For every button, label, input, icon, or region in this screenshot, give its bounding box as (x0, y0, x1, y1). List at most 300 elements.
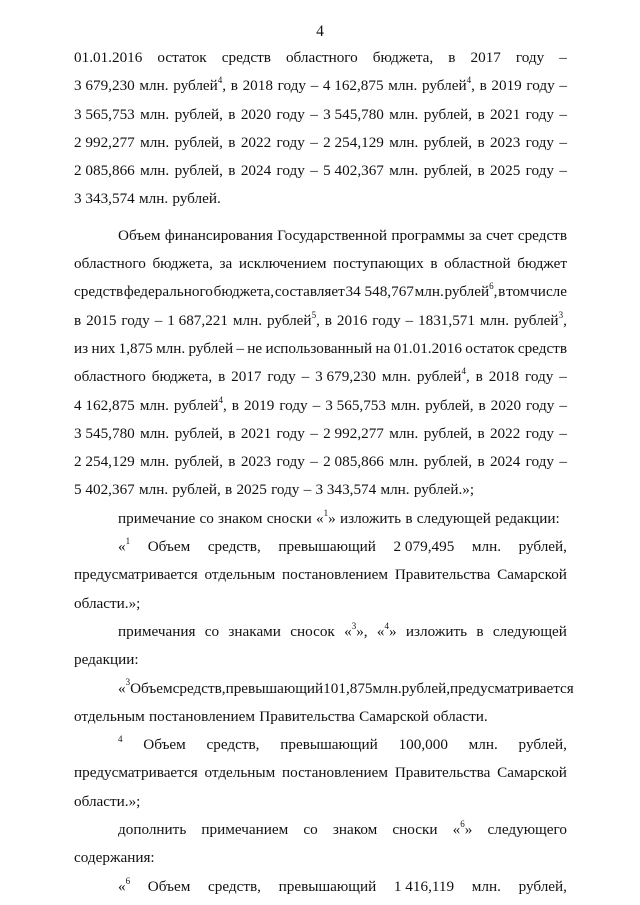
word (220, 250, 233, 278)
footnote-marker: 5 (311, 309, 317, 320)
word (74, 590, 140, 618)
word-text: 2020 (490, 396, 522, 414)
word-text: изложить (339, 509, 402, 527)
word (236, 335, 244, 363)
text-line (74, 731, 567, 759)
word (372, 307, 400, 335)
word (231, 72, 238, 100)
word-text: 2020 (240, 105, 272, 123)
word-text: – (310, 162, 318, 180)
word (518, 335, 567, 363)
word (244, 392, 274, 420)
word-text: Самарской (497, 764, 567, 782)
footnote-marker: 1 (323, 507, 329, 518)
word (344, 618, 367, 646)
word-text: области.»; (74, 792, 141, 810)
word-text: году (121, 311, 150, 329)
word (271, 476, 299, 504)
word-text: постановлением (282, 764, 389, 782)
word-text: « (118, 679, 126, 697)
word-text: 01.01.2016 (393, 339, 462, 357)
footnote-marker: 4 (466, 75, 472, 86)
word (74, 561, 198, 589)
word (415, 278, 444, 306)
word-text: дополнить (118, 821, 187, 839)
word (477, 157, 484, 185)
word (469, 222, 482, 250)
word (279, 873, 377, 901)
text-line (74, 250, 567, 278)
word (559, 157, 567, 185)
word (395, 561, 491, 589)
text-line (74, 816, 567, 844)
word-text: области. (433, 707, 488, 725)
word (302, 363, 310, 391)
word-text: году (515, 49, 545, 66)
word-text: в (324, 311, 332, 329)
word-text: млн. (139, 190, 169, 208)
word-text: со (204, 622, 220, 640)
word-text: 4 162,875 (74, 396, 135, 414)
word (333, 250, 424, 278)
word (433, 703, 488, 731)
text-line (74, 788, 567, 816)
word (490, 129, 520, 157)
word-text: рублей (422, 77, 467, 95)
word-text: в (475, 368, 483, 386)
word-text: знаком (218, 509, 263, 527)
word-text: 3 565,753 (74, 105, 135, 123)
word (391, 222, 464, 250)
word (526, 101, 554, 129)
word (488, 816, 567, 844)
footnote-marker: 1 (125, 535, 131, 546)
word-text: Правительства (394, 566, 491, 584)
word (453, 816, 473, 844)
text-line (74, 185, 567, 213)
word (259, 703, 355, 731)
word (424, 448, 472, 476)
word-text: году (525, 133, 554, 151)
word (559, 129, 567, 157)
word (430, 250, 437, 278)
word (310, 420, 318, 448)
text-line (74, 646, 567, 674)
word-text: рублей.»; (413, 481, 475, 499)
word (519, 731, 567, 759)
word (424, 420, 472, 448)
word (530, 278, 567, 306)
word-text: следующей (416, 509, 491, 527)
word (167, 307, 228, 335)
word (247, 335, 262, 363)
word-text: рублей (173, 396, 219, 414)
word-text: млн. (139, 396, 169, 414)
word-text: , (222, 396, 227, 414)
word (389, 157, 418, 185)
word (118, 222, 161, 250)
word (228, 618, 281, 646)
footnote-marker: 4 (384, 620, 389, 631)
word (495, 505, 560, 533)
word (392, 816, 437, 844)
word (389, 420, 418, 448)
word-text: 2019 (243, 396, 275, 414)
word-text: 2025 (236, 481, 267, 499)
word-text: на (375, 339, 391, 357)
word (469, 731, 498, 759)
word (74, 646, 139, 674)
word (118, 618, 195, 646)
word-text: рублей, (518, 538, 567, 556)
word (140, 157, 169, 185)
word-text: , (316, 311, 320, 329)
word-text: 1831,571 (418, 311, 475, 329)
word-text: году (526, 396, 555, 414)
word-text: отдельным (204, 566, 276, 584)
word (377, 618, 397, 646)
word (226, 675, 324, 703)
word (514, 307, 567, 335)
word (218, 363, 225, 391)
word (417, 363, 470, 391)
word (277, 448, 305, 476)
word-text: году (525, 162, 554, 180)
word-text: в (477, 133, 485, 151)
word-text: 3 679,230 (315, 368, 376, 386)
word-text: млн. (372, 679, 402, 697)
word (201, 816, 288, 844)
word-text: рублей. (172, 190, 221, 208)
word (389, 448, 418, 476)
word-text: поступающих (333, 255, 424, 273)
word (425, 392, 473, 420)
word-text: млн. (468, 736, 498, 754)
word-text: предусматривается (74, 566, 198, 584)
word (382, 363, 411, 391)
word-text: млн. (471, 538, 501, 556)
word-text: 5 402,367 (74, 481, 135, 499)
word-text: в (478, 396, 486, 414)
word (518, 222, 567, 250)
word (472, 873, 501, 901)
word (222, 44, 271, 72)
word (139, 476, 168, 504)
word-text: 100,000 (398, 736, 448, 754)
text-line (74, 561, 567, 589)
word-text: году (267, 368, 296, 386)
word-text: превышающий (225, 679, 324, 697)
word-text: 2021 (489, 105, 521, 123)
word (526, 129, 554, 157)
word (373, 675, 402, 703)
word (74, 278, 123, 306)
word (277, 222, 387, 250)
word-text: исключением (238, 255, 327, 273)
word (389, 101, 418, 129)
word-text: Государственной (277, 226, 388, 244)
word (86, 307, 116, 335)
word (139, 72, 168, 100)
text-line (74, 590, 567, 618)
word-text: том (506, 283, 530, 301)
word-text: рублей, (423, 133, 473, 151)
word (205, 561, 276, 589)
word (175, 420, 223, 448)
word (282, 759, 388, 787)
word (118, 505, 195, 533)
word (290, 618, 335, 646)
word-text: 1 416,119 (393, 877, 455, 895)
word-text: – (301, 368, 310, 386)
text-line (74, 505, 567, 533)
text-line (74, 675, 574, 703)
word-text: использованный (265, 339, 373, 357)
word-text: составляет (274, 283, 345, 301)
word-text: в (228, 453, 236, 471)
word-text: , (222, 77, 227, 95)
word (140, 101, 169, 129)
word (316, 505, 336, 533)
word (340, 505, 401, 533)
word-text: году (276, 424, 305, 442)
word-text: из (74, 339, 89, 357)
word (303, 816, 317, 844)
word-text: млн. (156, 339, 186, 357)
word-text: 2021 (240, 424, 272, 442)
word-text: за (468, 226, 482, 244)
word-text: в (448, 49, 456, 66)
word-text: рублей, (425, 396, 474, 414)
word (406, 618, 467, 646)
word (231, 363, 261, 391)
word-text: предусматривается (450, 679, 574, 697)
word (405, 307, 413, 335)
word-text: , (563, 311, 567, 329)
word (525, 363, 553, 391)
word-text: рублей, (518, 736, 567, 754)
word-text: 2017 (470, 49, 501, 66)
word (121, 307, 149, 335)
word (526, 392, 554, 420)
word (277, 420, 305, 448)
page-number: 4 (316, 23, 324, 40)
word (395, 759, 491, 787)
word-text: 34 548,767 (345, 283, 414, 301)
word-text: « (118, 538, 126, 556)
word-text: – (310, 105, 318, 123)
word (310, 101, 318, 129)
word (74, 72, 135, 100)
word (228, 157, 235, 185)
word (559, 392, 567, 420)
word (333, 816, 377, 844)
word (267, 307, 320, 335)
word (444, 250, 511, 278)
word (310, 157, 318, 185)
word-text: году (276, 133, 305, 151)
word-text: средств, (207, 538, 261, 556)
word-text: средств (74, 283, 124, 301)
word-text: в (231, 396, 239, 414)
word-text: году (526, 77, 555, 95)
word (155, 307, 163, 335)
word-text: 2 254,129 (74, 453, 135, 471)
word-text: областного (285, 49, 358, 66)
word-text: – (310, 424, 318, 442)
word-text: », (356, 622, 368, 640)
word-text: « (452, 821, 461, 839)
word-text: редакции: (74, 651, 139, 669)
word-text: млн. (232, 311, 263, 329)
word (208, 873, 261, 901)
word (140, 129, 169, 157)
word (214, 278, 274, 306)
word-text: рублей (266, 311, 312, 329)
word-text: за (219, 255, 233, 273)
word (241, 157, 271, 185)
text-line (74, 72, 567, 100)
word-text: – (559, 368, 567, 386)
word (74, 250, 146, 278)
word (275, 278, 345, 306)
text-line (74, 363, 567, 391)
word (118, 533, 130, 561)
word (337, 307, 367, 335)
footnote-marker: 4 (217, 75, 223, 86)
text-line (74, 844, 567, 872)
word-text: Самарской (359, 707, 429, 725)
word (280, 731, 378, 759)
word (315, 363, 376, 391)
word-text: 2 254,129 (323, 133, 384, 151)
word-text: » (389, 622, 397, 640)
word-text: – (154, 311, 163, 329)
word (424, 157, 472, 185)
word (205, 759, 276, 787)
word-text: » (464, 821, 473, 839)
word (152, 250, 212, 278)
word-text: рублей (444, 283, 490, 301)
word-text: году (372, 311, 401, 329)
word (218, 505, 262, 533)
word-text: « (344, 622, 352, 640)
word-text: постановлением (149, 707, 256, 725)
word-text: в (477, 105, 485, 123)
text-line (74, 335, 567, 363)
text-line (74, 873, 567, 901)
word (490, 448, 520, 476)
word (323, 420, 384, 448)
word (526, 72, 554, 100)
word-text: остаток (465, 339, 515, 357)
footnote-marker: 4 (118, 734, 123, 745)
word (325, 307, 332, 335)
text-line (74, 448, 567, 476)
word-text: знаком (332, 821, 378, 839)
word-text: 2022 (489, 424, 521, 442)
word-text: 3 343,574 (74, 190, 135, 208)
word (414, 476, 474, 504)
word-text: 2 079,495 (393, 538, 455, 556)
word-text: 2023 (240, 453, 272, 471)
word-text: рублей, (174, 133, 223, 151)
word-text: 2015 (86, 311, 117, 329)
word-text: 3 565,753 (325, 396, 386, 414)
word (174, 392, 227, 420)
word-text: не (247, 339, 263, 357)
word-text: со (303, 821, 318, 839)
word-text: млн. (380, 481, 410, 499)
text-line (74, 420, 567, 448)
word-text: следующей (492, 622, 567, 640)
word (277, 101, 305, 129)
word-text: млн. (139, 77, 169, 95)
word (388, 72, 417, 100)
word (559, 448, 567, 476)
word-text: превышающий (280, 736, 378, 754)
word-text: средств (221, 49, 271, 66)
text-line (74, 278, 567, 306)
word (74, 129, 135, 157)
word-text: сносок (290, 622, 335, 640)
word (74, 307, 81, 335)
word (208, 533, 261, 561)
word (233, 307, 262, 335)
word-text: примечанием (201, 821, 289, 839)
word-text: рублей, (174, 453, 223, 471)
word (323, 675, 372, 703)
word (175, 448, 223, 476)
word (236, 476, 266, 504)
word-text: 2018 (242, 77, 273, 95)
word-text: средств (517, 339, 567, 357)
text-line (74, 618, 567, 646)
word (172, 185, 220, 213)
word-text: рублей, (172, 481, 221, 499)
word (140, 392, 169, 420)
word-text: » (328, 509, 336, 527)
word (74, 392, 135, 420)
word-text: средств, (172, 679, 226, 697)
word (74, 448, 135, 476)
word (477, 129, 484, 157)
word (472, 533, 501, 561)
word-text: – (312, 396, 321, 414)
word (74, 420, 135, 448)
word (228, 129, 235, 157)
word (497, 561, 567, 589)
word (279, 392, 307, 420)
word-text: рублей, (174, 162, 223, 180)
text-line (74, 392, 567, 420)
word (149, 703, 255, 731)
word-text: 2024 (489, 453, 521, 471)
word (239, 250, 327, 278)
text-line (74, 759, 567, 787)
word-text: бюджет (517, 255, 567, 273)
word-text: областного (74, 255, 146, 273)
word (480, 307, 509, 335)
word (310, 448, 318, 476)
word (188, 335, 233, 363)
word-text: областного (74, 368, 146, 386)
word (225, 476, 232, 504)
word-text: сноски (392, 821, 438, 839)
word (152, 363, 212, 391)
word (118, 675, 130, 703)
word (277, 157, 305, 185)
